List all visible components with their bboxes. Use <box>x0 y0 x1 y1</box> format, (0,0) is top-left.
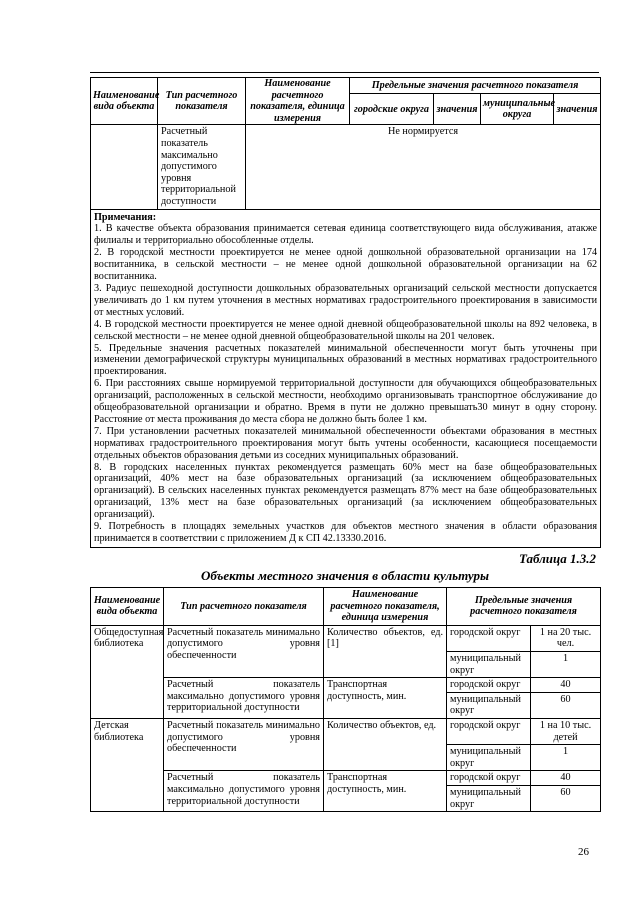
header-object-name: Наименование вида объекта <box>91 588 164 626</box>
note-item: 4. В городской местности проектируется не менее одной дневной общеобразовательной школы на 892 человека, в сельской местности – не менее одной дневной общеобразовательной школы на 201 человек. <box>94 318 598 342</box>
value-cell: 1 на 10 тыс. детей <box>531 718 601 744</box>
indicator-type-cell: Расчетный показатель максимально допустимого уровня территориальной доступности <box>164 678 324 719</box>
note-item: 9. Потребность в площадях земельных участков для объектов местного значения в области образования принимается в соответствии с приложением Д к СП 42.13330.2016. <box>94 521 598 544</box>
note-item: 5. Предельные значения расчетных показателей минимальной обеспеченности могут быть уточнены при изменении демографической структуры муниципальных образований в местных нормативах градостроительного проектирования. <box>94 342 598 378</box>
note-item: 7. При установлении расчетных показателей минимальной обеспеченности объектами образования в местных нормативах градостроительного проектирования могут быть учтены особенности, касающиеся посещаемости отдельных объектов образования детьми из соседних муниципальных образований. <box>94 425 598 461</box>
object-name-cell: Детская библиотека <box>91 718 164 811</box>
area-cell: муниципальный округ <box>447 651 531 677</box>
indicator-type-cell: Расчетный показатель максимально допустимого уровня территориальной доступности <box>158 125 246 209</box>
indicator-name-cell: Транспортная доступность, мин. <box>324 678 447 719</box>
not-normalized-cell: Не нормируется <box>246 125 601 209</box>
area-cell: муниципальный округ <box>447 745 531 771</box>
value-cell: 60 <box>531 692 601 718</box>
value-cell: 1 <box>531 651 601 677</box>
area-cell: муниципальный округ <box>447 785 531 811</box>
area-cell: городской округ <box>447 678 531 693</box>
header-limit-values: Предельные значения расчетного показателя <box>350 78 601 94</box>
table-number: Таблица 1.3.2 <box>518 551 596 566</box>
value-cell: 1 <box>531 745 601 771</box>
area-cell: городской округ <box>447 625 531 651</box>
header-limit-values: Предельные значения расчетного показателя <box>447 588 601 626</box>
object-name-cell: Общедоступная библиотека <box>91 625 164 718</box>
header-urban-districts: городские округа <box>350 94 434 125</box>
area-cell: муниципальный округ <box>447 692 531 718</box>
header-object-name: Наименование вида объекта <box>91 78 158 125</box>
notes-title: Примечания: <box>94 211 157 223</box>
indicator-name-cell: Транспортная доступность, мин. <box>324 771 447 812</box>
empty-cell <box>91 125 158 209</box>
header-indicator-name: Наименование расчетного показателя, единица измерения <box>324 588 447 626</box>
education-table <box>90 77 601 548</box>
indicator-name-cell: Количество объектов, ед. [1] <box>324 625 447 677</box>
value-cell: 40 <box>531 771 601 786</box>
header-indicator-type: Тип расчетного показателя <box>164 588 324 626</box>
page-number: 26 <box>578 846 589 858</box>
value-cell: 1 на 20 тыс. чел. <box>531 625 601 651</box>
indicator-type-cell: Расчетный показатель минимально допустимого уровня обеспеченности <box>164 718 324 770</box>
indicator-type-cell: Расчетный показатель минимально допустимого уровня обеспеченности <box>164 625 324 677</box>
value-cell: 60 <box>531 785 601 811</box>
note-item: 3. Радиус пешеходной доступности дошкольных образовательных организаций сельской местности допускается увеличивать до 1 км путем уточнения в местных нормативах градостроительного проектирования в зависимости от местных условий. <box>94 282 598 318</box>
note-item: 2. В городской местности проектируется не менее одной дошкольной образовательной организации на 174 воспитанника, в сельской местности – не менее одной дошкольной образовательной организации на 62 воспитанника. <box>94 247 598 283</box>
header-values-2: значения <box>554 94 601 125</box>
header-indicator-name: Наименование расчетного показателя, единица измерения <box>246 78 350 125</box>
indicator-type-cell: Расчетный показатель максимально допустимого уровня территориальной доступности <box>164 771 324 812</box>
header-values-1: значения <box>434 94 481 125</box>
value-cell: 40 <box>531 678 601 693</box>
area-cell: городской округ <box>447 718 531 744</box>
note-item: 8. В городских населенных пунктах рекомендуется размещать 60% мест на базе общеобразовательных организаций, 40% мест на базе образовательных организаций (за исключением общеобразовательных организаций). В сельских населенных пунктах рекомендуется размещать 87% мест на базе общеобразовательных организаций, 13% мест на базе образовательных организаций (за исключением общеобразовательных организаций). <box>94 461 598 521</box>
note-item: 6. При расстояниях свыше нормируемой территориальной доступности для обучающихся общеобразовательных организаций, расположенных в сельской местности, необходимо организовывать транспортное обслуживание до общеобразовательной организации и обратно. Время в пути не должно превышать30 минут в одну сторону. Расстояние от места проживания до места сбора не должно быть более 1 км. <box>94 378 598 425</box>
area-cell: городской округ <box>447 771 531 786</box>
header-indicator-type: Тип расчетного показателя <box>158 78 246 125</box>
header-rule <box>90 72 599 73</box>
indicator-name-cell: Количество объектов, ед. <box>324 718 447 770</box>
culture-table <box>90 587 601 812</box>
table-title: Объекты местного значения в области культуры <box>200 568 489 583</box>
notes-section <box>91 209 601 547</box>
header-municipal-districts: муниципальные округа <box>481 94 554 125</box>
note-item: 1. В качестве объекта образования принимается сетевая единица соответствующего вида обслуживания, атакже филиалы и территориально обособленные отделы. <box>94 223 598 247</box>
